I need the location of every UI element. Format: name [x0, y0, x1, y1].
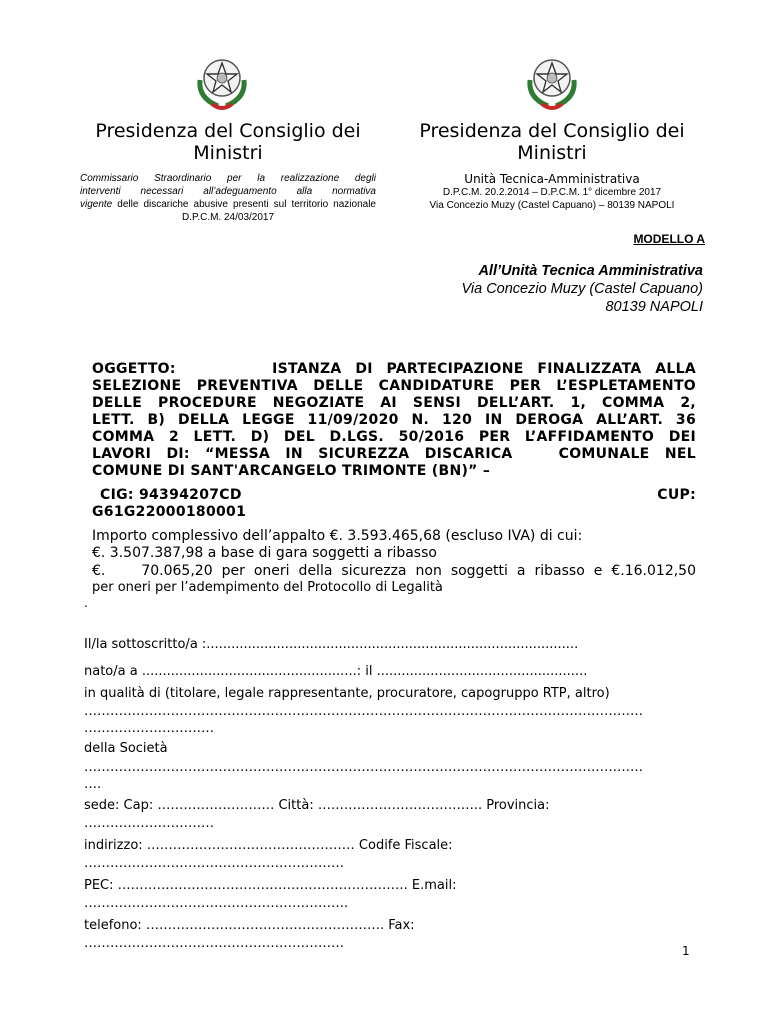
left-header-sub-line2: interventi necessari all’adeguamento alla normativa: [80, 186, 376, 197]
oggetto-block: [92, 361, 696, 480]
fax-field[interactable]: ……………………………………………………: [84, 936, 344, 951]
nato-field[interactable]: nato/a a ....................................................: il ...................................................: [84, 664, 588, 679]
importo-line5: .: [84, 596, 88, 610]
italian-emblem-icon: [520, 50, 584, 114]
importo-line3: €. 70.065,20 per oneri della sicurezza non soggetti a ribasso e €.16.012,50: [92, 563, 696, 579]
provincia-field[interactable]: …………………………: [84, 816, 214, 831]
telefono-field[interactable]: telefono: ………………………………………………. Fax:: [84, 918, 415, 933]
pec-field[interactable]: PEC: …………………………………………………………. E.mail:: [84, 878, 457, 893]
recipient-line3: 80139 NAPOLI: [605, 299, 703, 315]
qualita-field-continued[interactable]: …………………………: [84, 721, 214, 736]
recipient-block: [380, 262, 703, 316]
recipient-line2: Via Concezio Muzy (Castel Capuano): [461, 281, 703, 297]
left-header-sub-line3-italic: vigente: [80, 199, 113, 210]
societa-field[interactable]: …………………………………………………………………………………………………………………: [84, 760, 643, 775]
oggetto-line: LAVORI DI: “MESSA IN SICUREZZA DISCARICA COMUNALE NEL: [92, 446, 696, 462]
left-header-sub-line3: [80, 198, 376, 211]
right-header-address: Via Concezio Muzy (Castel Capuano) – 80139 NAPOLI: [429, 200, 675, 211]
importo-line4: per oneri per l’adempimento del Protocollo di Legalità: [92, 580, 443, 595]
cig-code: CIG: 94394207CD: [100, 487, 242, 503]
cup-code: G61G22000180001: [92, 504, 247, 520]
societa-field-continued[interactable]: ….: [84, 777, 102, 792]
qualita-field[interactable]: …………………………………………………………………………………………………………………: [84, 704, 643, 719]
modello-label: MODELLO A: [633, 232, 705, 246]
recipient-line1: All’Unità Tecnica Amministrativa: [478, 263, 703, 279]
cup-label: CUP:: [657, 487, 696, 503]
codice-fiscale-field[interactable]: ……………………………………………………: [84, 856, 344, 871]
left-header-title-line2: Ministri: [193, 142, 263, 164]
right-header-decree: D.P.C.M. 20.2.2014 – D.P.C.M. 1° dicembre 2017: [442, 187, 662, 198]
oggetto-line: DELLE PROCEDURE NEGOZIATE AI SENSI DELL’ART. 1, COMMA 2,: [92, 395, 696, 411]
indirizzo-field[interactable]: indirizzo: ………………………………………… Codife Fiscale:: [84, 838, 453, 853]
email-field[interactable]: …………………………………………………….: [84, 896, 349, 911]
italian-emblem-icon: [190, 50, 254, 114]
oggetto-last-line: COMUNE DI SANT'ARCANGELO TRIMONTE (BN)” –: [92, 463, 491, 479]
societa-label: della Società: [84, 741, 168, 756]
left-header-sub-line3-rest: delle discariche abusive presenti sul territorio nazionale: [112, 199, 376, 210]
oggetto-line: COMMA 2 LETT. D) DEL D.LGS. 50/2016 PER L’AFFIDAMENTO DEI: [92, 429, 696, 445]
page-number: 1: [682, 944, 690, 958]
right-header-unit: Unità Tecnica-Amministrativa: [464, 172, 640, 186]
left-header-sub-line1: Commissario Straordinario per la realizzazione degli: [80, 173, 376, 184]
qualita-label: in qualità di (titolare, legale rappresentante, procuratore, capogruppo RTP, altro): [84, 686, 610, 701]
importo-line1: Importo complessivo dell’appalto €. 3.593.465,68 (escluso IVA) di cui:: [92, 528, 583, 544]
oggetto-line: LETT. B) DELLA LEGGE 11/09/2020 N. 120 IN DEROGA ALL’ART. 36: [92, 412, 696, 428]
left-header: [80, 120, 376, 224]
sottoscritto-field[interactable]: Il/la sottoscritto/a :..........................................................................................: [84, 637, 579, 652]
left-header-title-line1: Presidenza del Consiglio dei: [95, 120, 361, 142]
right-header: [404, 120, 700, 212]
right-header-title-line1: Presidenza del Consiglio dei: [419, 120, 685, 142]
right-header-title-line2: Ministri: [517, 142, 587, 164]
importo-line2: €. 3.507.387,98 a base di gara soggetti a ribasso: [92, 545, 437, 561]
sede-field[interactable]: sede: Cap: ……………………… Città: ……………………………….. Provincia:: [84, 798, 550, 813]
oggetto-line: SELEZIONE PREVENTIVA DELLE CANDIDATURE PER L’ESPLETAMENTO: [92, 378, 696, 394]
oggetto-line: OGGETTO: ISTANZA DI PARTECIPAZIONE FINALIZZATA ALLA: [92, 361, 696, 377]
left-header-sub-line4: D.P.C.M. 24/03/2017: [181, 212, 275, 223]
